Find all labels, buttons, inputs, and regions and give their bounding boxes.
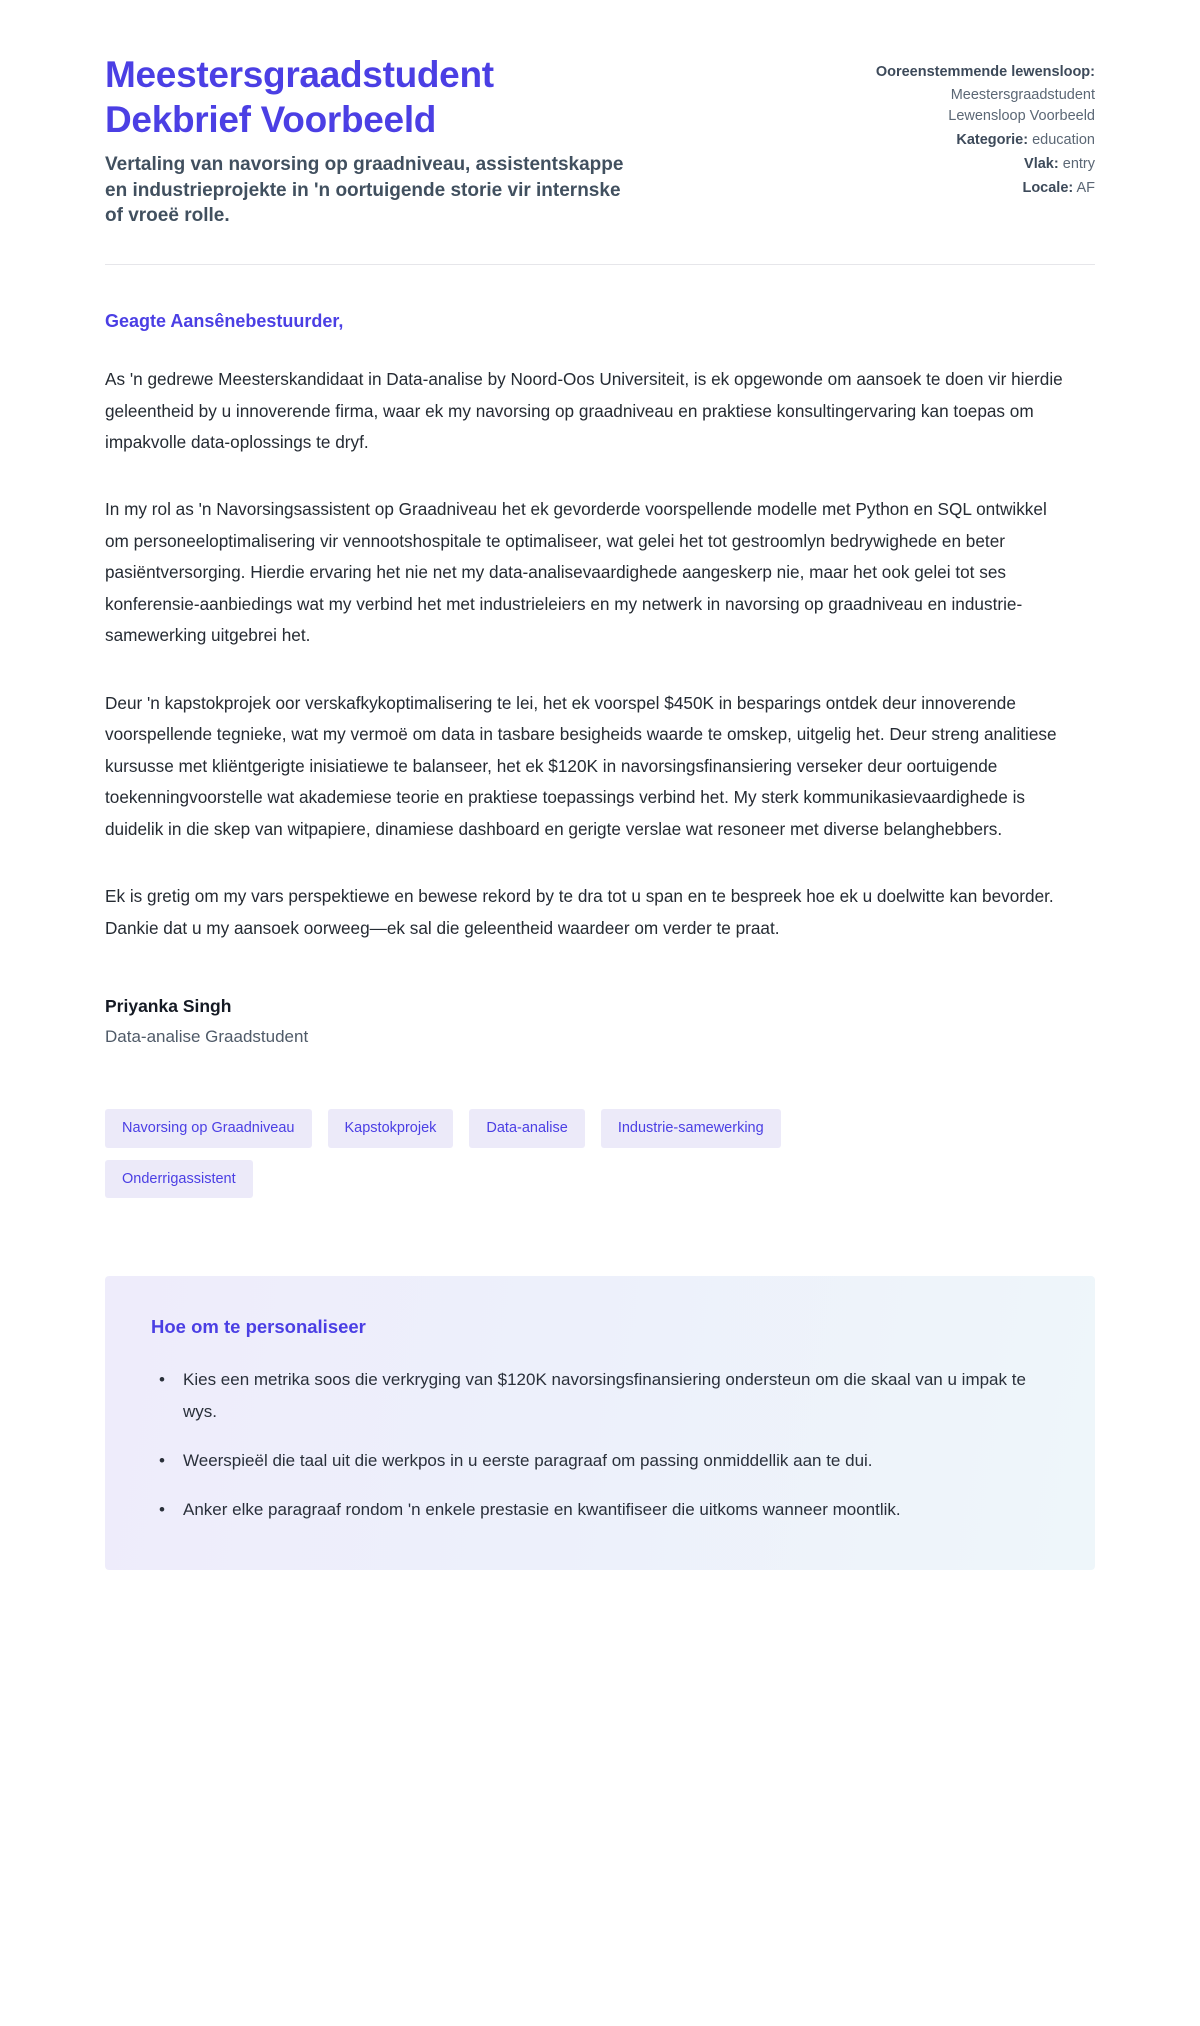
page-title: Meestersgraadstudent Dekbrief Voorbeeld bbox=[105, 54, 494, 141]
cover-letter-body bbox=[105, 265, 1095, 1047]
callout-list bbox=[151, 1364, 1049, 1526]
signature-block bbox=[105, 996, 1095, 1047]
letter-paragraph: As 'n gedrewe Meesterskandidaat in Data-analise by Noord-Oos Universiteit, is ek opgewonde om aansoek te doen vir hierdie geleentheid by u innoverende firma, waar ek my navorsing op graadniveau en praktiese konsultingervaring kan toepas om impakvolle data-oplossings te dryf. bbox=[105, 369, 1063, 452]
signature-role: Data-analise Graadstudent bbox=[105, 1027, 309, 1047]
tag-list bbox=[105, 1109, 925, 1198]
personalization-callout bbox=[105, 1276, 1095, 1570]
document-metadata bbox=[870, 52, 1095, 199]
letter-paragraph: Deur 'n kapstokprojek oor verskafkykoptimalisering te lei, het ek voorspel $450K in besparings ontdek deur innoverende voorspellende tegnieke, wat my vermoë om data in tasbare besigheids waarde te omskep, uitgelig het. Deur streng analitiese kursusse met kliëntgerigte inisiatiewe te balanseer, het ek $120K in navorsingsfinansiering verseker deur oortuigende toekenningvoorstelle wat akademiese teorie en praktiese toepassings verbind het. My sterk kommunikasievaardighede is duidelik in die skep van witpapiere, dinamiese dashboard en gerigte verslae wat resoneer met diverse belanghebbers. bbox=[105, 692, 1057, 839]
signature-name: Priyanka Singh bbox=[105, 996, 232, 1017]
matching-resume-block bbox=[870, 62, 1095, 83]
level-value: entry bbox=[1062, 156, 1095, 173]
matching-resume-value: Meestersgraadstudent Lewensloop Voorbeeld bbox=[948, 87, 1095, 125]
locale-row bbox=[870, 178, 1095, 199]
category-value: education bbox=[1032, 132, 1095, 149]
tag-chip[interactable]: Data-analise bbox=[469, 1109, 584, 1148]
list-item-text: Anker elke paragraaf rondom 'n enkele prestasie en kwantifiseer die uitkoms wanneer moontlik. bbox=[183, 1500, 901, 1520]
callout-title: Hoe om te personaliseer bbox=[151, 1316, 366, 1338]
bullet-icon: • bbox=[159, 1450, 165, 1470]
level-label: Vlak: bbox=[1024, 156, 1059, 173]
locale-value: AF bbox=[1076, 180, 1095, 197]
bullet-icon: • bbox=[159, 1500, 165, 1520]
category-row bbox=[870, 130, 1095, 151]
list-item-text: Weerspieël die taal uit die werkpos in u eerste paragraaf om passing onmiddellik aan te dui. bbox=[183, 1450, 873, 1470]
list-item-text: Kies een metrika soos die verkryging van $120K navorsingsfinansiering ondersteun om die skaal van u impak te wys. bbox=[183, 1370, 1026, 1421]
list-item bbox=[159, 1364, 1049, 1427]
matching-resume-value-block bbox=[870, 85, 1095, 127]
matching-resume-label: Ooreenstemmende lewensloop: bbox=[875, 64, 1095, 80]
letter-paragraph: In my rol as 'n Navorsingsassistent op Graadniveau het ek gevorderde voorspellende modelle met Python en SQL ontwikkel om personeeloptimalisering vir vennootshospitale te optimaliseer, wat gelei het tot gestroomlyn bedrywighede en beter pasiëntversorging. Hierdie ervaring het nie net my data-analisevaardighede aangeskerp nie, maar het ook gelei tot ses konferensie-aanbiedings wat my verbind het met industrieleiers en my netwerk in navorsing op graadniveau en industrie-samewerking uitgebrei het. bbox=[105, 499, 1047, 646]
page-subtitle: Vertaling van navorsing op graadniveau, assistentskappe en industrieprojekte in 'n oortuigende storie vir internske of vroeë rolle. bbox=[105, 154, 624, 226]
list-item bbox=[159, 1445, 1049, 1476]
level-row bbox=[870, 154, 1095, 175]
document-header bbox=[105, 52, 1095, 228]
header-left bbox=[105, 52, 745, 228]
letter-paragraph: Ek is gretig om my vars perspektiewe en bewese rekord by te dra tot u span en te bespreek hoe ek u doelwitte kan bevorder. Dankie dat u my aansoek oorweeg—ek sal die geleentheid waardeer om verder te praat. bbox=[105, 886, 1054, 938]
tag-chip[interactable]: Onderrigassistent bbox=[105, 1160, 253, 1199]
bullet-icon: • bbox=[159, 1370, 165, 1390]
locale-label: Locale: bbox=[1022, 180, 1074, 197]
tag-chip[interactable]: Industrie-samewerking bbox=[601, 1109, 781, 1148]
tag-chip[interactable]: Kapstokprojek bbox=[328, 1109, 454, 1148]
tag-chip[interactable]: Navorsing op Graadniveau bbox=[105, 1109, 312, 1148]
category-label: Kategorie: bbox=[956, 132, 1029, 149]
salutation: Geagte Aansênebestuurder, bbox=[105, 311, 344, 332]
list-item bbox=[159, 1494, 1049, 1525]
